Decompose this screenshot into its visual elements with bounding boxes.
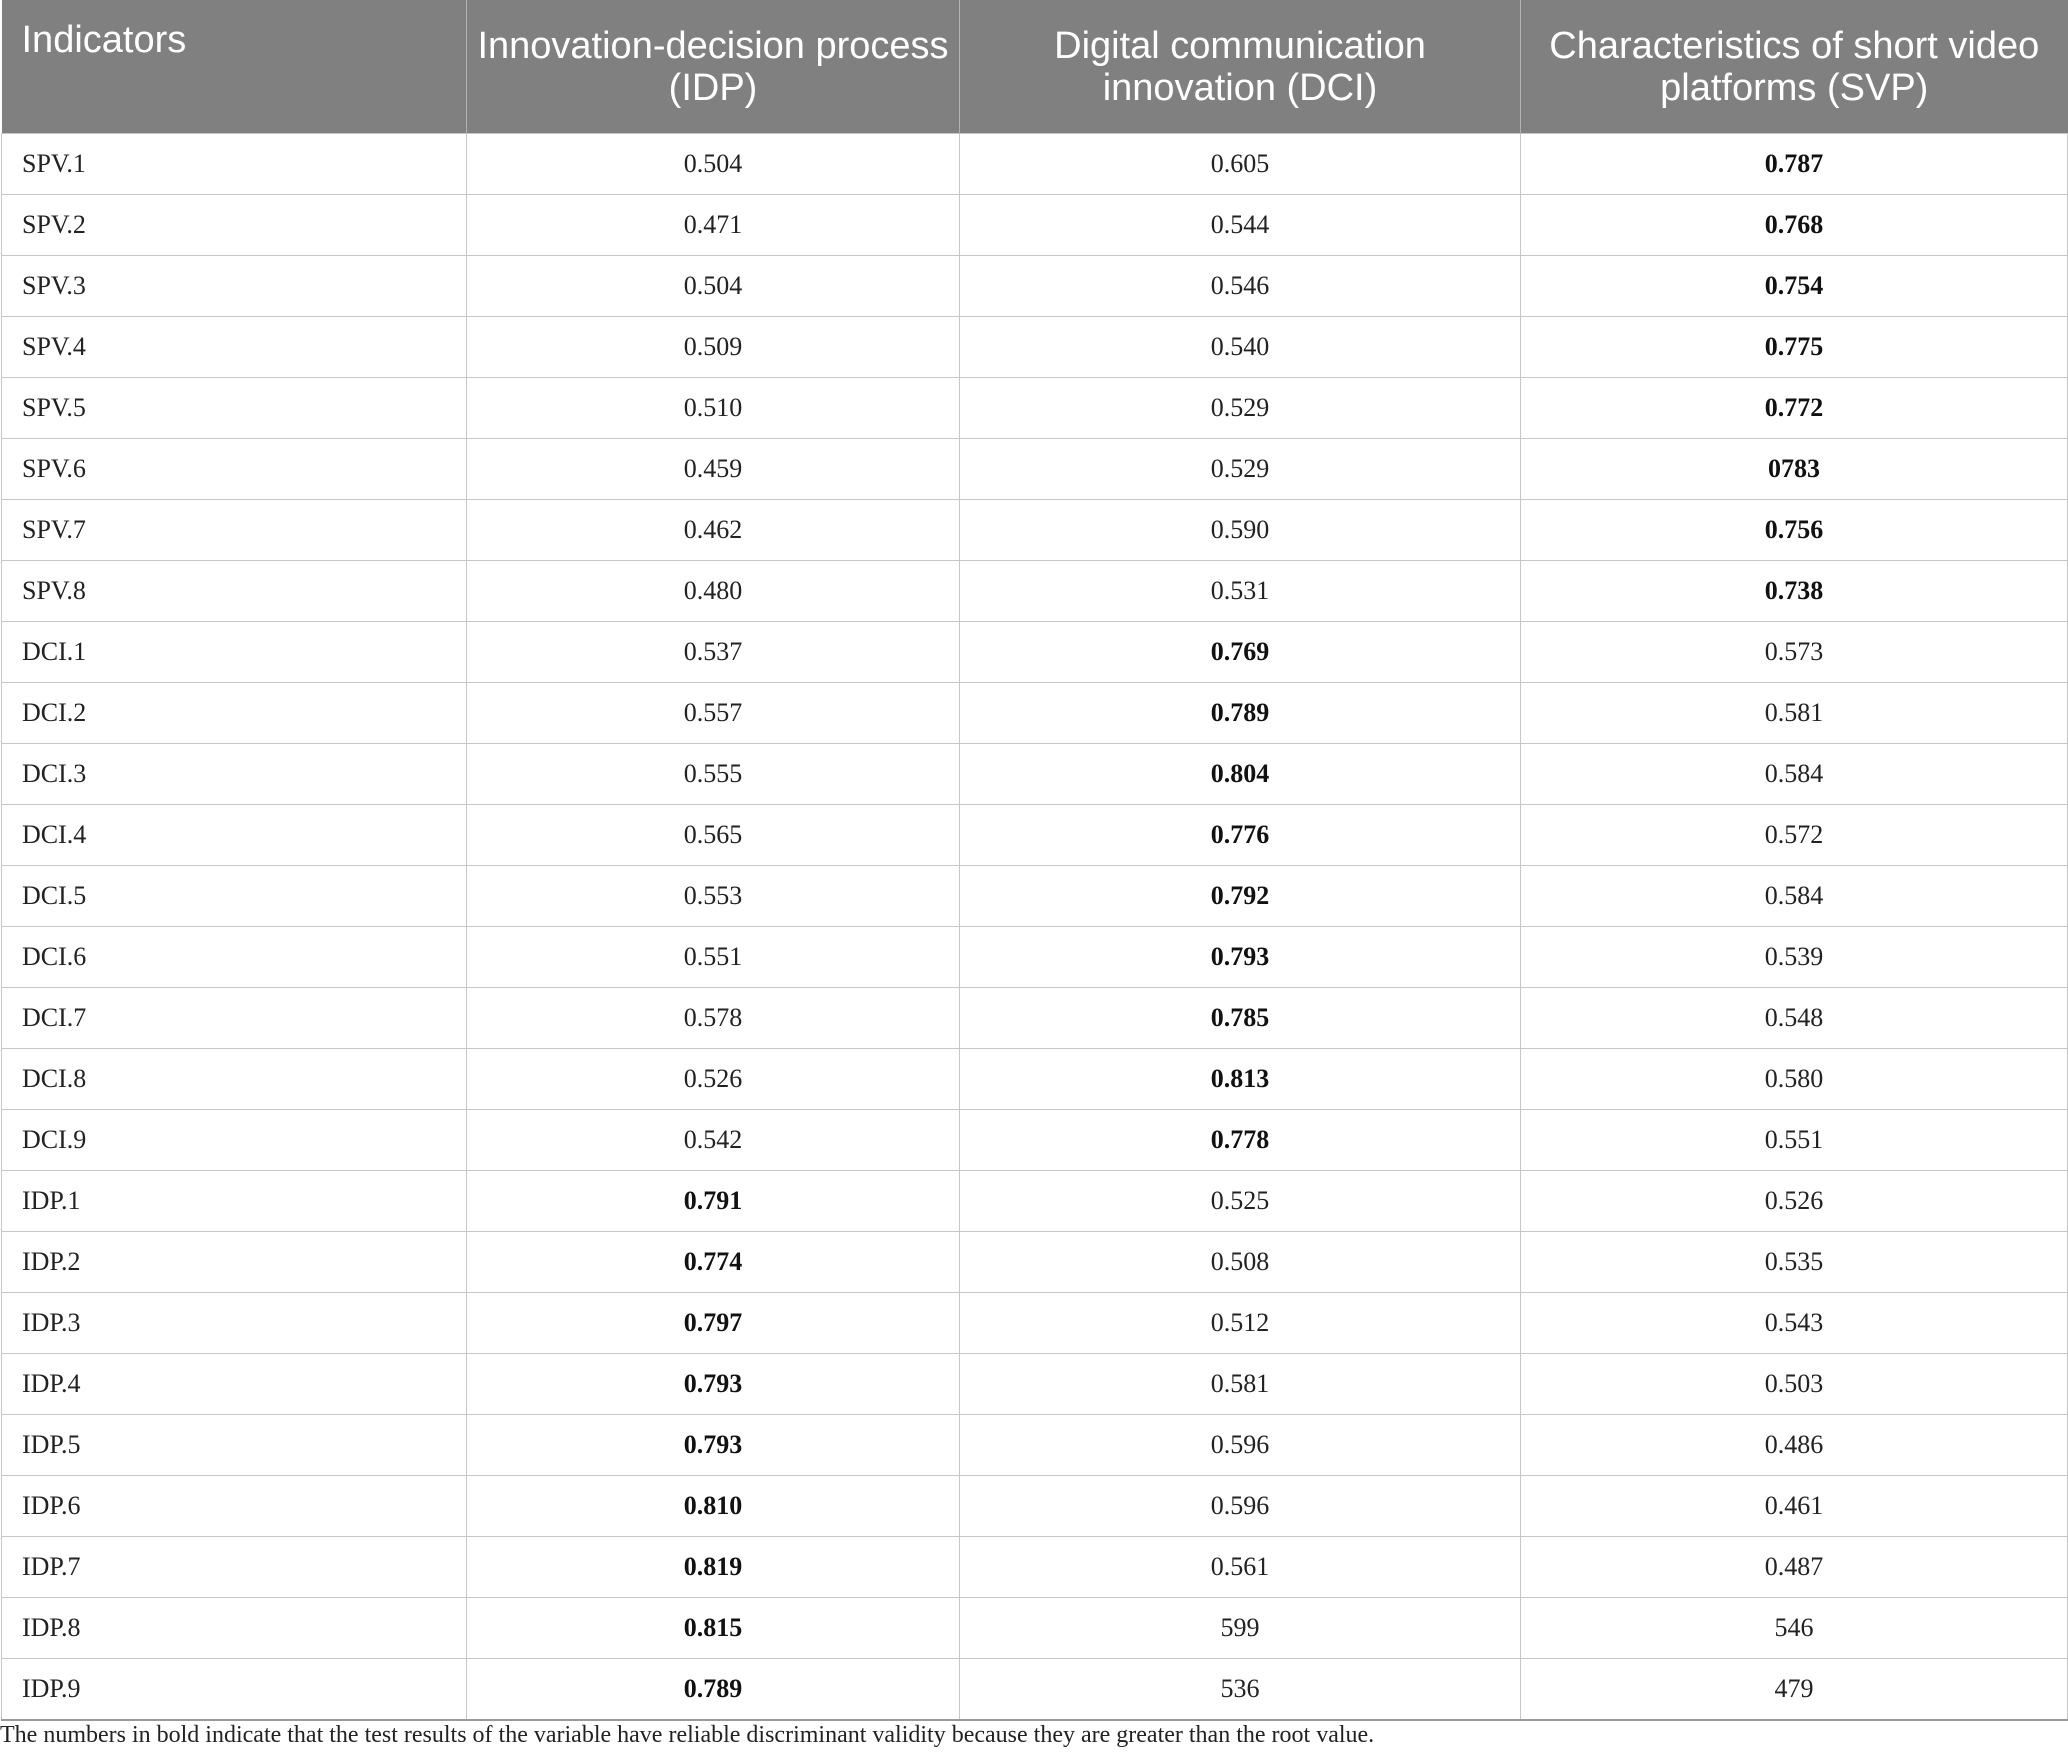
dci-value-cell: 0.776 xyxy=(960,805,1521,866)
table-row xyxy=(2,866,2068,927)
idp-value-cell: 0.810 xyxy=(467,1476,960,1537)
svp-value-cell: 0.756 xyxy=(1521,500,2068,561)
idp-value-cell: 0.791 xyxy=(467,1171,960,1232)
dci-value-cell: 0.561 xyxy=(960,1537,1521,1598)
table-row xyxy=(2,1537,2068,1598)
svp-value-cell: 0.535 xyxy=(1521,1232,2068,1293)
table-row xyxy=(2,195,2068,256)
idp-value-cell: 0.551 xyxy=(467,927,960,988)
dci-value-cell: 0.813 xyxy=(960,1049,1521,1110)
svp-value-cell: 0.581 xyxy=(1521,683,2068,744)
dci-value-cell: 0.596 xyxy=(960,1476,1521,1537)
indicator-cell: IDP.8 xyxy=(2,1598,467,1659)
idp-value-cell: 0.480 xyxy=(467,561,960,622)
svp-value-cell: 0.584 xyxy=(1521,866,2068,927)
table-row xyxy=(2,1232,2068,1293)
table-row xyxy=(2,1659,2068,1721)
idp-value-cell: 0.509 xyxy=(467,317,960,378)
dci-value-cell: 0.529 xyxy=(960,439,1521,500)
svp-value-cell: 0.580 xyxy=(1521,1049,2068,1110)
svp-value-cell: 0.461 xyxy=(1521,1476,2068,1537)
dci-value-cell: 0.792 xyxy=(960,866,1521,927)
table-row xyxy=(2,317,2068,378)
idp-value-cell: 0.553 xyxy=(467,866,960,927)
indicator-cell: IDP.2 xyxy=(2,1232,467,1293)
svp-value-cell: 0.526 xyxy=(1521,1171,2068,1232)
svp-value-cell: 0.573 xyxy=(1521,622,2068,683)
dci-value-cell: 0.778 xyxy=(960,1110,1521,1171)
svp-value-cell: 0.548 xyxy=(1521,988,2068,1049)
idp-value-cell: 0.578 xyxy=(467,988,960,1049)
table-row xyxy=(2,500,2068,561)
dci-value-cell: 0.596 xyxy=(960,1415,1521,1476)
indicator-cell: IDP.5 xyxy=(2,1415,467,1476)
dci-value-cell: 0.785 xyxy=(960,988,1521,1049)
indicator-cell: SPV.7 xyxy=(2,500,467,561)
indicator-cell: IDP.6 xyxy=(2,1476,467,1537)
cross-loadings-table xyxy=(1,0,2068,1721)
dci-value-cell: 0.605 xyxy=(960,134,1521,195)
dci-value-cell: 0.508 xyxy=(960,1232,1521,1293)
header-svp: Characteristics of short video platforms (SVP) xyxy=(1521,0,2068,134)
idp-value-cell: 0.510 xyxy=(467,378,960,439)
idp-value-cell: 0.462 xyxy=(467,500,960,561)
dci-value-cell: 599 xyxy=(960,1598,1521,1659)
indicator-cell: DCI.2 xyxy=(2,683,467,744)
table-row xyxy=(2,1171,2068,1232)
table-row xyxy=(2,1598,2068,1659)
idp-value-cell: 0.797 xyxy=(467,1293,960,1354)
table-row xyxy=(2,988,2068,1049)
header-row xyxy=(2,0,2068,134)
dci-value-cell: 0.540 xyxy=(960,317,1521,378)
idp-value-cell: 0.774 xyxy=(467,1232,960,1293)
indicator-cell: SPV.3 xyxy=(2,256,467,317)
svp-value-cell: 0.543 xyxy=(1521,1293,2068,1354)
table-row xyxy=(2,1415,2068,1476)
header-dci: Digital communication innovation (DCI) xyxy=(960,0,1521,134)
idp-value-cell: 0.504 xyxy=(467,256,960,317)
indicator-cell: IDP.9 xyxy=(2,1659,467,1721)
svp-value-cell: 0.775 xyxy=(1521,317,2068,378)
table-row xyxy=(2,1293,2068,1354)
indicator-cell: SPV.1 xyxy=(2,134,467,195)
svp-value-cell: 0.738 xyxy=(1521,561,2068,622)
indicator-cell: IDP.3 xyxy=(2,1293,467,1354)
svp-value-cell: 0.503 xyxy=(1521,1354,2068,1415)
table-row xyxy=(2,1476,2068,1537)
idp-value-cell: 0.565 xyxy=(467,805,960,866)
indicator-cell: DCI.9 xyxy=(2,1110,467,1171)
dci-value-cell: 0.793 xyxy=(960,927,1521,988)
idp-value-cell: 0.793 xyxy=(467,1354,960,1415)
indicator-cell: DCI.7 xyxy=(2,988,467,1049)
dci-value-cell: 0.512 xyxy=(960,1293,1521,1354)
table-row xyxy=(2,1110,2068,1171)
svp-value-cell: 0783 xyxy=(1521,439,2068,500)
table-body xyxy=(2,134,2068,1721)
dci-value-cell: 536 xyxy=(960,1659,1521,1721)
svp-value-cell: 0.486 xyxy=(1521,1415,2068,1476)
indicator-cell: DCI.8 xyxy=(2,1049,467,1110)
indicator-cell: SPV.2 xyxy=(2,195,467,256)
indicator-cell: SPV.8 xyxy=(2,561,467,622)
idp-value-cell: 0.815 xyxy=(467,1598,960,1659)
dci-value-cell: 0.789 xyxy=(960,683,1521,744)
indicator-cell: DCI.5 xyxy=(2,866,467,927)
svp-value-cell: 479 xyxy=(1521,1659,2068,1721)
idp-value-cell: 0.542 xyxy=(467,1110,960,1171)
idp-value-cell: 0.471 xyxy=(467,195,960,256)
table-row xyxy=(2,256,2068,317)
svp-value-cell: 0.551 xyxy=(1521,1110,2068,1171)
svp-value-cell: 0.787 xyxy=(1521,134,2068,195)
idp-value-cell: 0.459 xyxy=(467,439,960,500)
table-row xyxy=(2,378,2068,439)
idp-value-cell: 0.793 xyxy=(467,1415,960,1476)
indicator-cell: SPV.5 xyxy=(2,378,467,439)
dci-value-cell: 0.769 xyxy=(960,622,1521,683)
svp-value-cell: 0.754 xyxy=(1521,256,2068,317)
idp-value-cell: 0.537 xyxy=(467,622,960,683)
dci-value-cell: 0.531 xyxy=(960,561,1521,622)
svp-value-cell: 0.768 xyxy=(1521,195,2068,256)
idp-value-cell: 0.789 xyxy=(467,1659,960,1721)
indicator-cell: IDP.1 xyxy=(2,1171,467,1232)
idp-value-cell: 0.555 xyxy=(467,744,960,805)
indicator-cell: IDP.4 xyxy=(2,1354,467,1415)
indicator-cell: DCI.1 xyxy=(2,622,467,683)
idp-value-cell: 0.504 xyxy=(467,134,960,195)
svp-value-cell: 0.487 xyxy=(1521,1537,2068,1598)
table-row xyxy=(2,1049,2068,1110)
table-row xyxy=(2,805,2068,866)
svp-value-cell: 546 xyxy=(1521,1598,2068,1659)
table-row xyxy=(2,561,2068,622)
svp-value-cell: 0.584 xyxy=(1521,744,2068,805)
table-footnote: The numbers in bold indicate that the test results of the variable have reliable discriminant validity because they are greater than the root value. xyxy=(0,1722,1375,1748)
table-row xyxy=(2,927,2068,988)
indicator-cell: SPV.4 xyxy=(2,317,467,378)
idp-value-cell: 0.557 xyxy=(467,683,960,744)
dci-value-cell: 0.581 xyxy=(960,1354,1521,1415)
indicator-cell: SPV.6 xyxy=(2,439,467,500)
table-row xyxy=(2,622,2068,683)
indicator-cell: DCI.4 xyxy=(2,805,467,866)
table-row xyxy=(2,744,2068,805)
header-idp: Innovation-decision process (IDP) xyxy=(467,0,960,134)
indicator-cell: DCI.6 xyxy=(2,927,467,988)
dci-value-cell: 0.590 xyxy=(960,500,1521,561)
dci-value-cell: 0.546 xyxy=(960,256,1521,317)
dci-value-cell: 0.804 xyxy=(960,744,1521,805)
svp-value-cell: 0.539 xyxy=(1521,927,2068,988)
idp-value-cell: 0.526 xyxy=(467,1049,960,1110)
table-row xyxy=(2,1354,2068,1415)
dci-value-cell: 0.529 xyxy=(960,378,1521,439)
table-row xyxy=(2,683,2068,744)
table-row xyxy=(2,439,2068,500)
header-indicators: Indicators xyxy=(2,0,467,134)
indicator-cell: IDP.7 xyxy=(2,1537,467,1598)
table-row xyxy=(2,134,2068,195)
table-header xyxy=(2,0,2068,134)
dci-value-cell: 0.544 xyxy=(960,195,1521,256)
svp-value-cell: 0.572 xyxy=(1521,805,2068,866)
svp-value-cell: 0.772 xyxy=(1521,378,2068,439)
indicator-cell: DCI.3 xyxy=(2,744,467,805)
idp-value-cell: 0.819 xyxy=(467,1537,960,1598)
dci-value-cell: 0.525 xyxy=(960,1171,1521,1232)
